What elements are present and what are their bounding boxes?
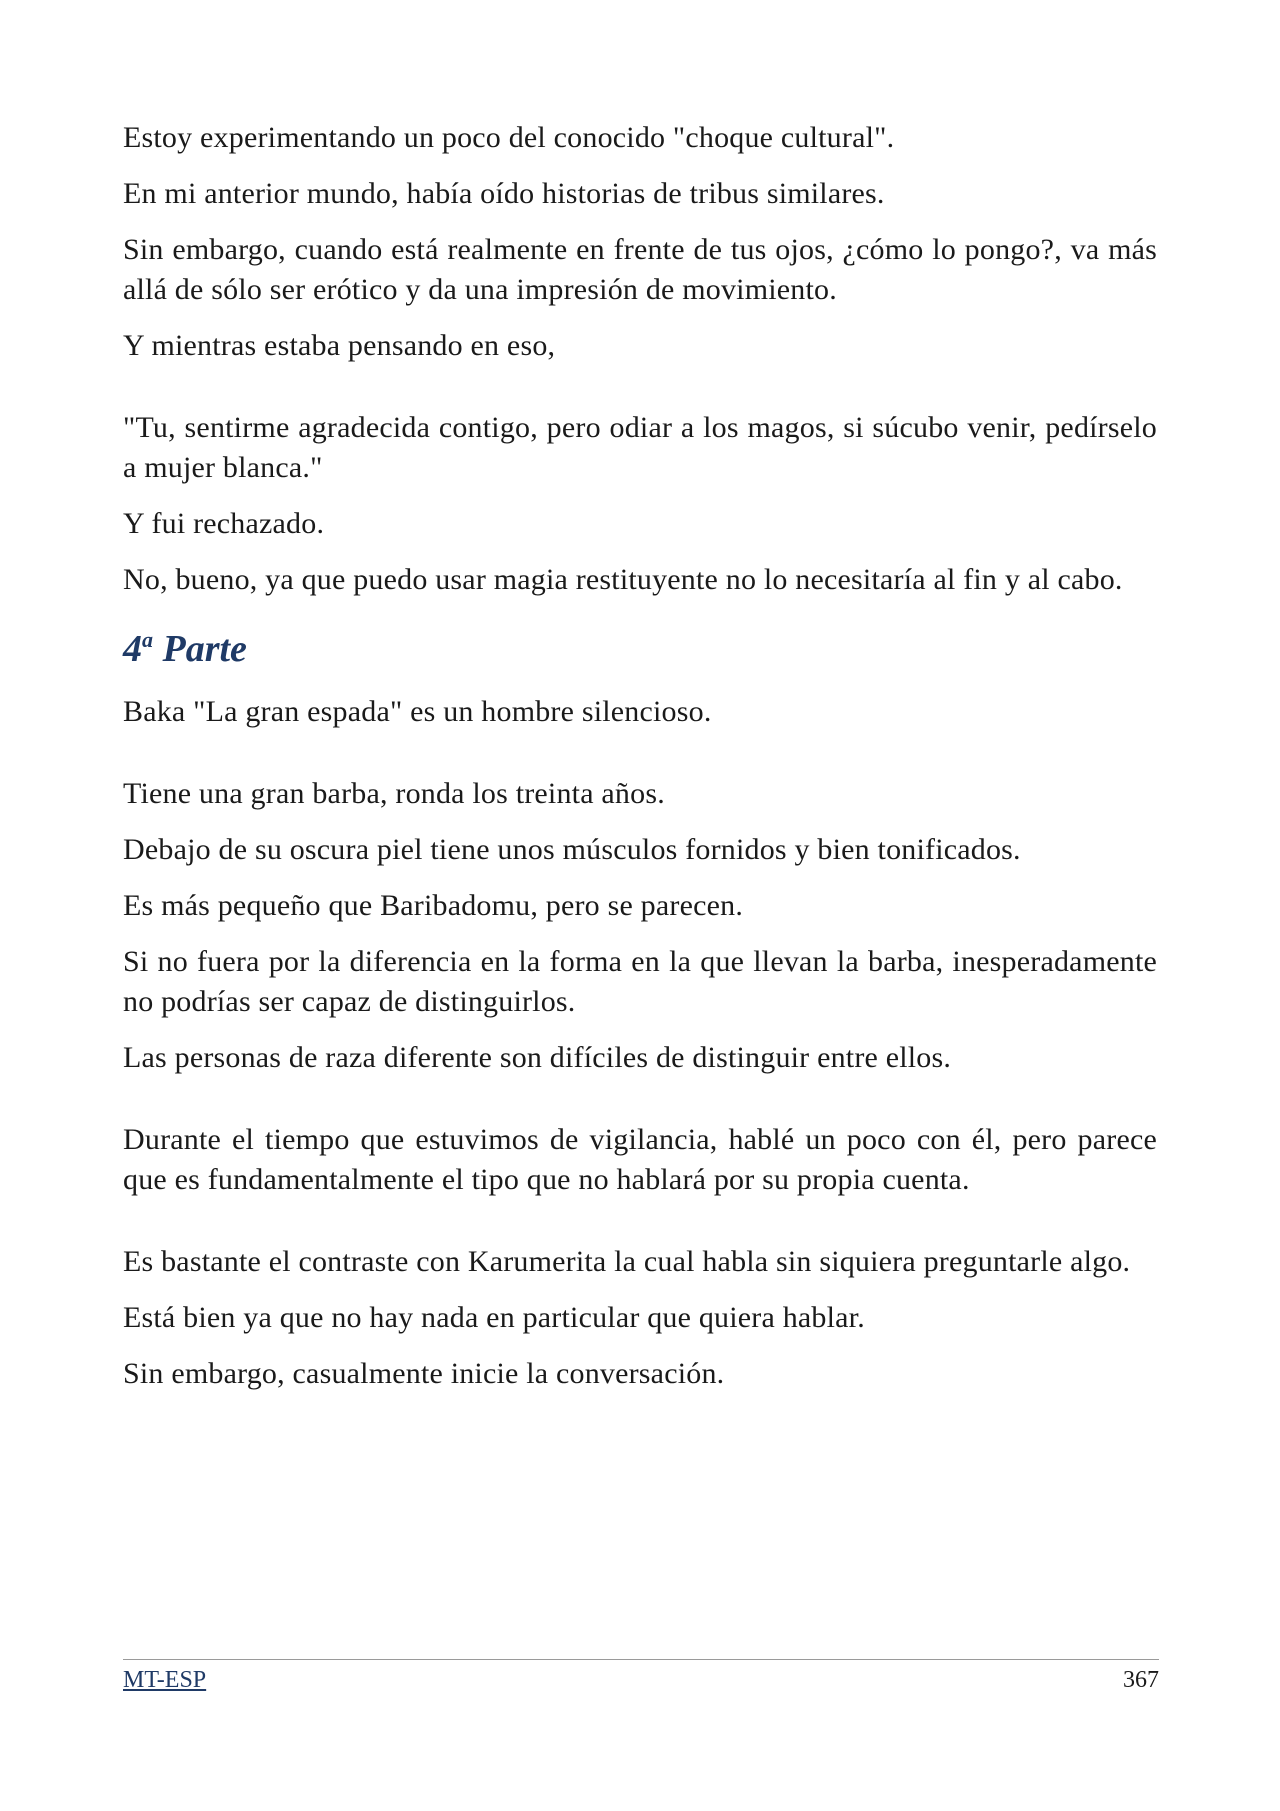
paragraph: No, bueno, ya que puedo usar magia restituyente no lo necesitaría al fin y al cabo.: [123, 563, 1123, 596]
paragraph: "Tu, sentirme agradecida contigo, pero odiar a los magos, si súcubo venir, pedírselo a mujer blanca.": [123, 411, 1157, 484]
paragraph: Estoy experimentando un poco del conocido "choque cultural".: [123, 121, 895, 154]
paragraph: Y fui rechazado.: [123, 507, 325, 540]
page-footer: [123, 1659, 1159, 1694]
footer-link[interactable]: MT-ESP: [123, 1667, 207, 1693]
paragraph: Sin embargo, cuando está realmente en frente de tus ojos, ¿cómo lo pongo?, va más allá de sólo ser erótico y da una impresión de movimiento.: [123, 233, 1157, 306]
paragraph: Está bien ya que no hay nada en particular que quiera hablar.: [123, 1301, 865, 1334]
page-number: 367: [1123, 1667, 1159, 1693]
paragraph: Las personas de raza diferente son difíciles de distinguir entre ellos.: [123, 1041, 952, 1074]
section-heading: [123, 626, 1157, 672]
paragraph: Durante el tiempo que estuvimos de vigilancia, hablé un poco con él, pero parece que es fundamentalmente el tipo que no hablará por su propia cuenta.: [123, 1123, 1157, 1196]
paragraph: Sin embargo, casualmente inicie la conversación.: [123, 1357, 725, 1390]
paragraph: Si no fuera por la diferencia en la forma en la que llevan la barba, inesperadamente no podrías ser capaz de distinguirlos.: [123, 945, 1157, 1018]
document-page: [123, 118, 1157, 1410]
paragraph: En mi anterior mundo, había oído historias de tribus similares.: [123, 177, 885, 210]
paragraph: Es más pequeño que Baribadomu, pero se parecen.: [123, 889, 744, 922]
paragraph: Es bastante el contraste con Karumerita la cual habla sin siquiera preguntarle algo.: [123, 1245, 1131, 1278]
paragraph: Tiene una gran barba, ronda los treinta años.: [123, 777, 665, 810]
paragraph: Baka "La gran espada" es un hombre silencioso.: [123, 695, 712, 728]
paragraph: Debajo de su oscura piel tiene unos músculos fornidos y bien tonificados.: [123, 833, 1021, 866]
section-heading-text: Parte: [162, 628, 247, 670]
section-heading-superscript: a: [142, 627, 153, 652]
paragraph: Y mientras estaba pensando en eso,: [123, 329, 556, 362]
section-heading-number: 4: [123, 628, 142, 670]
